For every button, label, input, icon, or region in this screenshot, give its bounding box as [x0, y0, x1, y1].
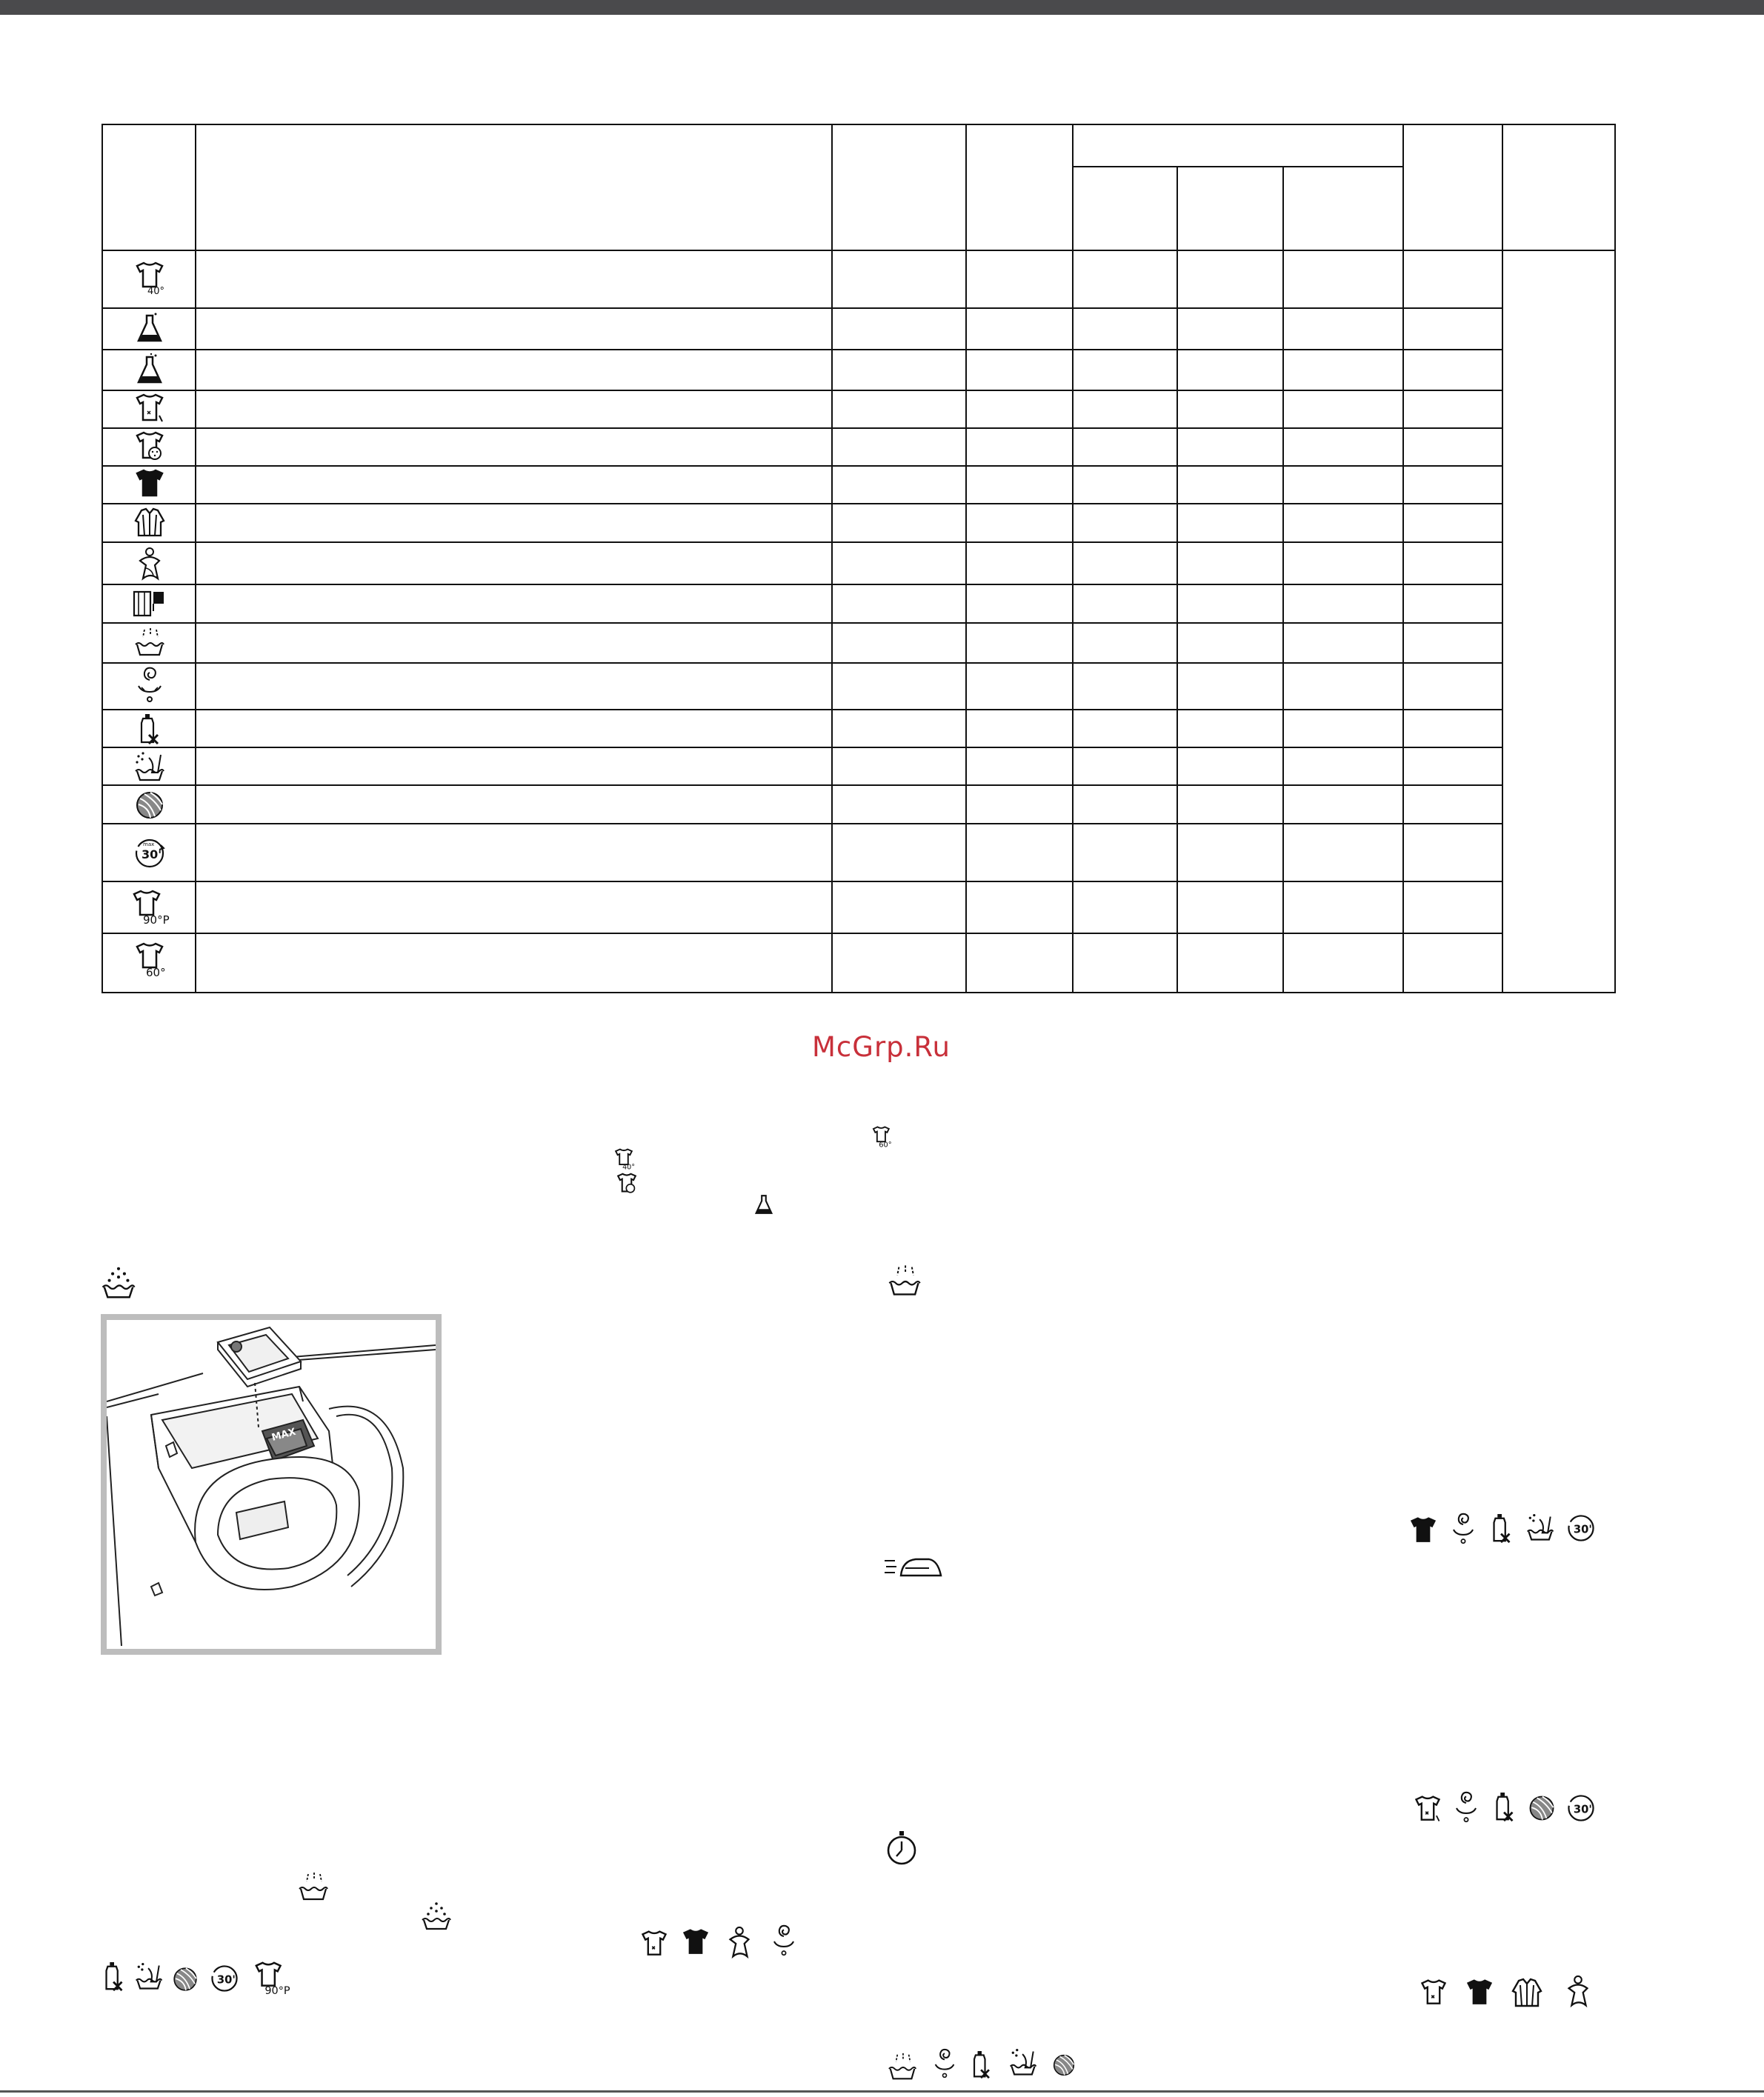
inline-cotton-40-icon: [612, 1147, 636, 1171]
mixed-icon-r3: [1418, 1978, 1449, 2009]
delicates-icon-l: [133, 1961, 164, 1993]
svg-text:30': 30': [216, 1973, 236, 1987]
detergent-drawer-figure: [101, 1314, 442, 1655]
express-30-icon-l: [207, 1961, 242, 1996]
shirts-icon-r3: [1508, 1976, 1545, 2010]
stopwatch-icon: [883, 1828, 920, 1870]
express-30-icon-r1: [1564, 1511, 1598, 1545]
dark-shirt-icon-m: [680, 1927, 711, 1958]
rinse-section-icon: [886, 1262, 923, 1299]
wool-icon-b: [1051, 2052, 1077, 2078]
max-label: MAX: [270, 1426, 297, 1444]
drawer-illustration: [107, 1320, 436, 1649]
rinse-icon-b: [886, 2050, 919, 2083]
svg-text:90°P: 90°P: [264, 1985, 290, 1997]
dark-shirt-icon-r3: [1464, 1978, 1495, 2009]
baby-icon-r2: [1490, 1791, 1520, 1824]
cotton-90p-label: 90°P: [143, 913, 170, 927]
wool-icon-l: [170, 1964, 200, 1994]
easy-iron-icon: [883, 1553, 942, 1583]
inline-kids-shirt-icon: [615, 1172, 639, 1196]
inline-flask-icon: [753, 1193, 775, 1216]
svg-text:60°: 60°: [879, 1141, 892, 1149]
express-30-label: 30': [142, 847, 162, 861]
mixed-icon-m: [639, 1929, 670, 1960]
inline-cotton-60-icon: [870, 1125, 893, 1149]
table-grid: [101, 124, 1616, 993]
delicates-inline-icon: [419, 1899, 453, 1933]
rinse-inline-icon: [296, 1870, 330, 1904]
spin-drain-icon-b: [931, 2046, 959, 2083]
cotton-60-label: 60°: [146, 966, 166, 979]
silk-icon-r3: [1562, 1973, 1594, 2010]
bottom-rule: [0, 2090, 1764, 2093]
spin-drain-icon-m: [769, 1923, 799, 1960]
baby-icon-r1: [1487, 1513, 1517, 1545]
silk-icon-m: [723, 1924, 756, 1961]
dark-shirt-icon-r1: [1408, 1516, 1439, 1547]
express-30-icon-r2: [1564, 1791, 1598, 1825]
svg-text:40°: 40°: [622, 1163, 636, 1171]
programs-table: [101, 124, 1616, 993]
watermark: McGrp.Ru: [812, 1031, 951, 1063]
baby-icon-l: [99, 1960, 129, 1994]
cotton-40-label: 40°: [147, 286, 165, 297]
delicates-icon-r1: [1525, 1513, 1556, 1544]
svg-text:30': 30': [1573, 1803, 1592, 1816]
top-bar: [0, 0, 1764, 15]
mixed-icon-r2: [1412, 1794, 1443, 1825]
baby-icon-b: [968, 2049, 996, 2081]
cotton-90p-icon-l: [249, 1960, 295, 1997]
svg-text:30': 30': [1573, 1523, 1592, 1536]
spin-drain-icon-r2: [1451, 1790, 1481, 1827]
wool-icon-r2: [1526, 1793, 1557, 1824]
express-max-label: max: [143, 841, 155, 847]
delicates-heading-icon: [99, 1264, 138, 1302]
spin-drain-icon-r1: [1448, 1511, 1478, 1548]
delicates-icon-b: [1008, 2047, 1039, 2078]
